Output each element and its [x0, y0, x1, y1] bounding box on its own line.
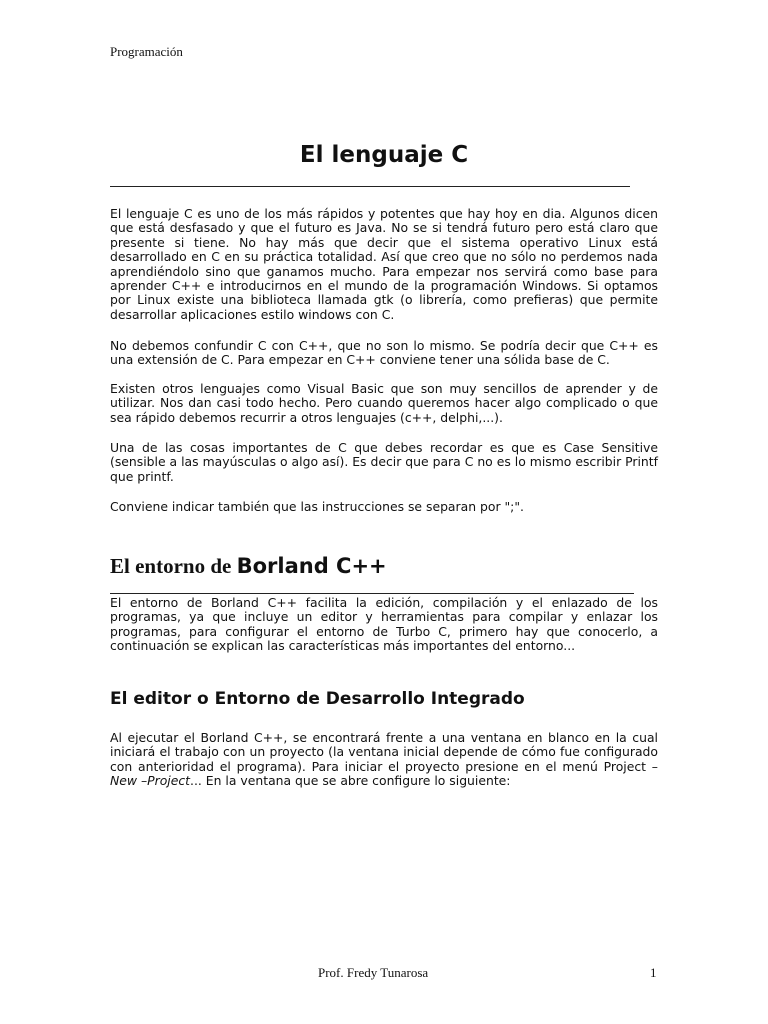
paragraph-ide-end: ... En la ventana que se abre configure lo siguiente: — [190, 773, 511, 789]
section-heading-borland — [110, 554, 387, 579]
subheading-ide: El editor o Entorno de Desarrollo Integrado — [110, 689, 525, 709]
header-label: Programación — [110, 44, 183, 59]
section-heading-part2: Borland C++ — [236, 554, 387, 578]
paragraph-ide — [110, 731, 658, 789]
page-title: El lenguaje C — [299, 142, 469, 168]
paragraph-borland-env: El entorno de Borland C++ facilita la edición, compilación y el enlazado de los programas, ya que incluye un editor y herramientas para compilar y enlazar los programas, para configurar el entorno de Turbo C, primero hay que conocerlo, a continuación se explican las características más importantes del entorno... — [110, 595, 658, 654]
paragraph-case-sensitive: Una de las cosas importantes de C que debes recordar es que es Case Sensitive (sensible a las mayúsculas o algo así). Es decir que para C no es lo mismo escribir Printf que printf. — [110, 440, 658, 484]
section-heading-part1: El entorno de — [110, 554, 237, 578]
paragraph-c-vs-cpp: No debemos confundir C con C++, que no son lo mismo. Se podría decir que C++ es una extensión de C. Para empezar en C++ conviene tener una sólida base de C. — [110, 338, 658, 368]
paragraph-separator: Conviene indicar también que las instrucciones se separan por ";". — [110, 499, 524, 514]
page-number: 1 — [650, 965, 657, 980]
section-underline — [110, 593, 634, 594]
paragraph-other-languages: Existen otros lenguajes como Visual Basic que son muy sencillos de aprender y de utilizar. Nos dan casi todo hecho. Pero cuando queremos hacer algo complicado o que sea rápido debemos recurrir a otros lenguajes (c++, delphi,...). — [110, 381, 658, 425]
paragraph-ide-menu-path: New –Project — [110, 773, 191, 789]
paragraph-intro: El lenguaje C es uno de los más rápidos y potentes que hay hoy en dia. Algunos dicen que está desfasado y que el futuro es Java. No se si tendrá futuro pero está claro que presente si tiene. No hay más que decir que el sistema operativo Linux está desarrollado en C en su práctica totalidad. Así que creo que no sólo no perdemos nada aprendiéndolo sino que ganamos mucho. Para empezar nos servirá como base para aprender C++ e introducirnos en el mundo de la programación Windows. Si optamos por Linux existe una biblioteca llamada gtk (o librería, como prefieras) que permite desarrollar aplicaciones estilo windows con C. — [110, 206, 658, 322]
footer-author: Prof. Fredy Tunarosa — [318, 965, 429, 980]
title-underline — [110, 186, 630, 187]
paragraph-ide-start: Al ejecutar el Borland C++, se encontrará frente a una ventana en blanco en la cual iniciará el trabajo con un proyecto (la ventana inicial depende de cómo fue configurado con anterioridad el programa). Para iniciar el proyecto presione en el menú Project – — [110, 730, 658, 774]
